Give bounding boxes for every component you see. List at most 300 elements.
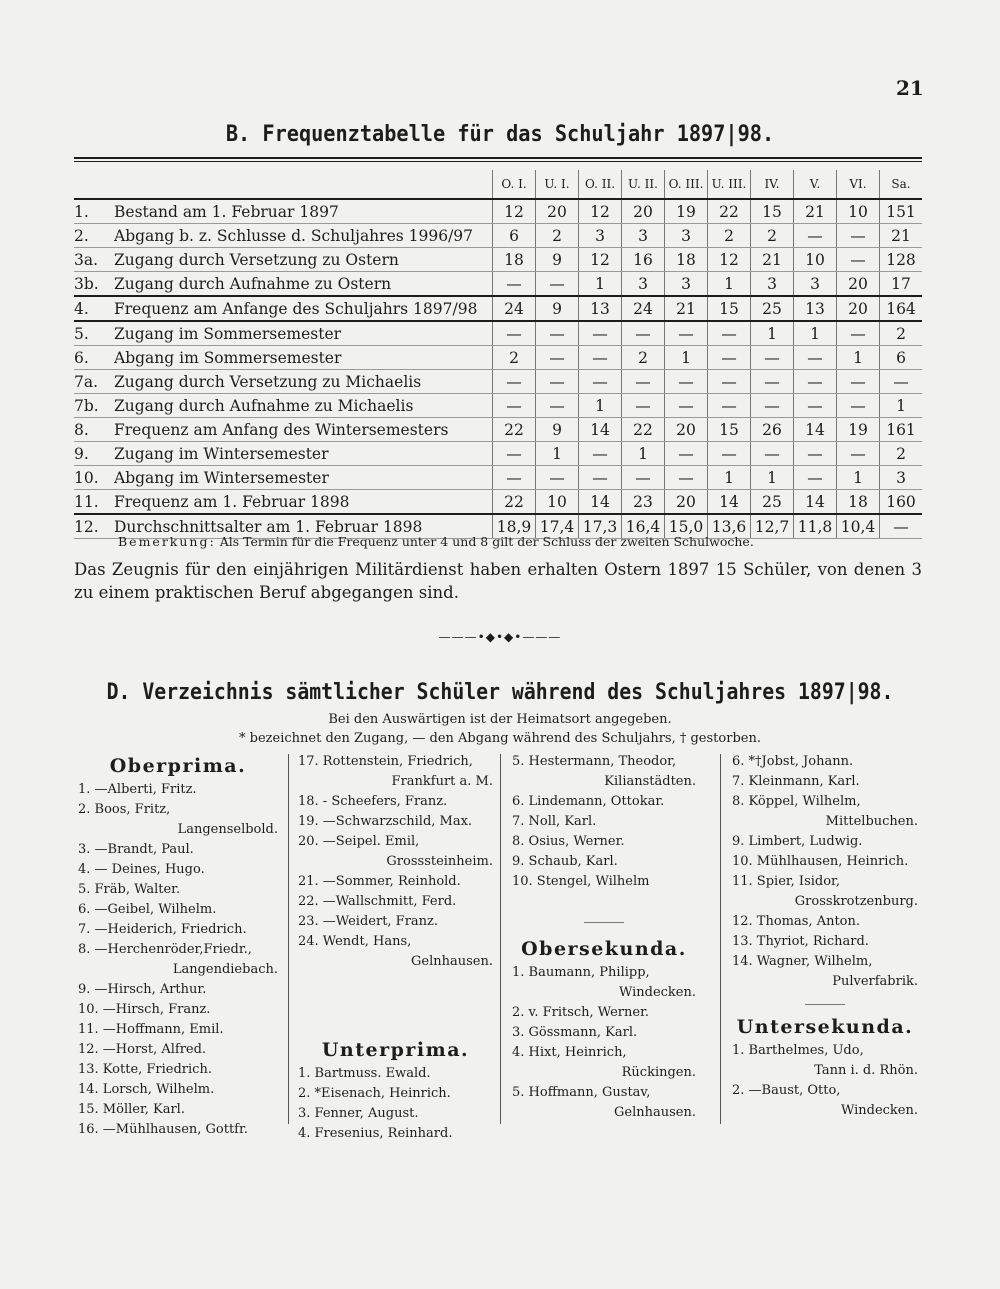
table-cell: 24 (493, 296, 536, 321)
student-name: 24. Wendt, Hans, (298, 934, 412, 949)
table-cell: 6 (493, 224, 536, 248)
list-item (78, 1040, 278, 1060)
column-header: U. II. (622, 170, 665, 199)
table-cell: — (665, 466, 708, 490)
table-cell: 22 (622, 418, 665, 442)
table-row (74, 394, 922, 418)
page-number: 21 (896, 76, 924, 100)
list-item (732, 792, 918, 832)
title-rule-thin (74, 161, 922, 162)
student-name: 1. Baumann, Philipp, (512, 965, 650, 980)
table-row (74, 370, 922, 394)
student-hometown: Mittelbuchen. (825, 814, 918, 829)
row-label: Abgang b. z. Schlusse d. Schuljahres 1996/97 (114, 224, 493, 248)
table-cell: 26 (751, 418, 794, 442)
list-item (298, 1084, 493, 1104)
student-hometown: Kilianstädten. (604, 774, 696, 789)
student-name: 7. —Heiderich, Friedrich. (78, 922, 247, 937)
student-hometown: Pulverfabrik. (832, 974, 918, 989)
table-cell: — (708, 394, 751, 418)
row-label: Bestand am 1. Februar 1897 (114, 199, 493, 224)
table-cell: 20 (665, 490, 708, 515)
table-cell: — (536, 272, 579, 297)
student-name: 20. —Seipel. Emil, (298, 834, 420, 849)
list-item (78, 840, 278, 860)
table-cell: — (493, 370, 536, 394)
column-4 (732, 752, 918, 1121)
table-cell: 3 (622, 272, 665, 297)
table-cell: — (622, 466, 665, 490)
table-cell: 12 (708, 248, 751, 272)
table-cell: 15 (708, 418, 751, 442)
list-item (732, 832, 918, 852)
table-cell: 10,4 (837, 514, 880, 539)
table-cell: 1 (794, 321, 837, 346)
list-item (298, 892, 493, 912)
table-cell: 2 (751, 224, 794, 248)
student-name: 10. —Hirsch, Franz. (78, 1002, 211, 1017)
student-hometown: Grosssteinheim. (386, 854, 493, 869)
table-cell: 1 (880, 394, 923, 418)
column-1 (78, 752, 278, 1140)
row-number: 5. (74, 321, 114, 346)
table-cell: 17,4 (536, 514, 579, 539)
row-number: 3a. (74, 248, 114, 272)
table-cell: 12 (579, 248, 622, 272)
column-header: VI. (837, 170, 880, 199)
table-cell: 20 (622, 199, 665, 224)
student-name: 4. Hixt, Heinrich, (512, 1045, 627, 1060)
row-number: 1. (74, 199, 114, 224)
student-name: 16. —Mühlhausen, Gottfr. (78, 1122, 248, 1137)
table-cell: 151 (880, 199, 923, 224)
table-cell: — (794, 224, 837, 248)
table-cell: 9 (536, 248, 579, 272)
table-cell: — (493, 394, 536, 418)
table-cell: — (751, 346, 794, 370)
table-cell: — (837, 321, 880, 346)
student-name: 12. —Horst, Alfred. (78, 1042, 207, 1057)
list-item (512, 752, 696, 792)
table-cell: — (579, 370, 622, 394)
list-item (298, 752, 493, 792)
table-cell: 3 (665, 224, 708, 248)
table-cell: 25 (751, 296, 794, 321)
table-cell: — (493, 272, 536, 297)
remark-label: Bemerkung: (118, 534, 216, 549)
column-header: Sa. (880, 170, 923, 199)
table-cell: — (493, 321, 536, 346)
table-cell: — (837, 394, 880, 418)
table-cell: 9 (536, 296, 579, 321)
table-row (74, 296, 922, 321)
student-name: 12. Thomas, Anton. (732, 914, 861, 929)
table-cell: 12 (579, 199, 622, 224)
list-item (78, 980, 278, 1000)
table-cell: 1 (708, 272, 751, 297)
row-label: Zugang durch Aufnahme zu Michaelis (114, 394, 493, 418)
list-item (78, 1000, 278, 1020)
student-name: 3. Fenner, August. (298, 1106, 419, 1121)
table-cell: — (536, 321, 579, 346)
list-item (512, 1043, 696, 1083)
student-name: 7. Noll, Karl. (512, 814, 597, 829)
list-item (512, 1003, 696, 1023)
table-cell: 1 (665, 346, 708, 370)
row-label: Zugang durch Aufnahme zu Ostern (114, 272, 493, 297)
row-number: 10. (74, 466, 114, 490)
table-cell: 21 (794, 199, 837, 224)
list-item (732, 912, 918, 932)
table-cell: 21 (665, 296, 708, 321)
column-2 (298, 752, 493, 1144)
row-label: Abgang im Wintersemester (114, 466, 493, 490)
row-number: 4. (74, 296, 114, 321)
table-cell: 2 (880, 321, 923, 346)
table-cell: 22 (708, 199, 751, 224)
list-item (512, 852, 696, 872)
ornament-divider: ———•◆•◆•——— (438, 630, 562, 644)
heading-unterprima: Unterprima. (321, 1039, 470, 1061)
list-item (298, 832, 493, 872)
student-name: 14. Wagner, Wilhelm, (732, 954, 873, 969)
student-name: 18. - Scheefers, Franz. (298, 794, 448, 809)
table-cell: 15 (751, 199, 794, 224)
table-cell: 15,0 (665, 514, 708, 539)
student-name: 11. —Hoffmann, Emil. (78, 1022, 224, 1037)
table-cell: 21 (751, 248, 794, 272)
row-label: Abgang im Sommersemester (114, 346, 493, 370)
table-row (74, 466, 922, 490)
divider (805, 1004, 845, 1005)
table-cell: 164 (880, 296, 923, 321)
table-cell: 1 (536, 442, 579, 466)
table-cell: — (665, 394, 708, 418)
list-item (512, 792, 696, 812)
table-cell: 9 (536, 418, 579, 442)
table-cell: 2 (622, 346, 665, 370)
table-cell: 20 (665, 418, 708, 442)
student-name: 13. Kotte, Friedrich. (78, 1062, 212, 1077)
student-name: 9. —Hirsch, Arthur. (78, 982, 207, 997)
list-obersekunda (512, 963, 696, 1123)
remark (118, 534, 754, 549)
list-item (732, 1041, 918, 1081)
table-cell: — (579, 321, 622, 346)
student-name: 21. —Sommer, Reinhold. (298, 874, 461, 889)
certificate-paragraph: Das Zeugnis für den einjährigen Militärdienst haben erhalten Ostern 1897 15 Schüler, von denen 3 zu einem praktischen Beruf abgegangen sind. (74, 560, 922, 602)
table-cell: — (751, 370, 794, 394)
student-name: 3. —Brandt, Paul. (78, 842, 194, 857)
table-cell: — (837, 442, 880, 466)
list-unterprima (298, 1064, 493, 1144)
student-name: 2. —Baust, Otto, (732, 1083, 841, 1098)
table-row (74, 346, 922, 370)
table-cell: — (751, 442, 794, 466)
table-cell: 1 (579, 272, 622, 297)
student-name: 4. Fresenius, Reinhard. (298, 1126, 453, 1141)
title-rule (74, 157, 922, 159)
list-item (298, 1064, 493, 1084)
row-number: 11. (74, 490, 114, 515)
table-cell: — (837, 224, 880, 248)
table-cell: 21 (880, 224, 923, 248)
table-header-row (74, 170, 922, 199)
table-cell: 19 (837, 418, 880, 442)
student-name: 17. Rottenstein, Friedrich, (298, 754, 473, 769)
student-hometown: Gelnhausen. (614, 1105, 696, 1120)
list-oberprima (78, 780, 278, 1140)
row-label: Zugang durch Versetzung zu Michaelis (114, 370, 493, 394)
divider (584, 922, 624, 923)
table-cell: 13 (579, 296, 622, 321)
list-oberprima-continued (298, 752, 493, 972)
list-item (512, 812, 696, 832)
table-cell: 1 (837, 346, 880, 370)
student-name: 23. —Weidert, Franz. (298, 914, 439, 929)
list-item (512, 1023, 696, 1043)
table-cell: — (665, 321, 708, 346)
student-name: 6. Lindemann, Ottokar. (512, 794, 665, 809)
table-cell: 14 (579, 418, 622, 442)
table-cell: 12 (493, 199, 536, 224)
table-cell: 10 (837, 199, 880, 224)
student-name: 8. —Herchenröder,Friedr., (78, 942, 252, 957)
table-cell: — (837, 370, 880, 394)
table-cell: 20 (837, 296, 880, 321)
table-cell: 16 (622, 248, 665, 272)
row-number: 3b. (74, 272, 114, 297)
table-cell: — (880, 370, 923, 394)
table-cell: 1 (751, 466, 794, 490)
table-row (74, 272, 922, 297)
frequency-table (74, 170, 922, 539)
list-item (732, 752, 918, 772)
student-name: 2. Boos, Fritz, (78, 802, 171, 817)
student-hometown: Windecken. (618, 985, 696, 1000)
table-cell: 11,8 (794, 514, 837, 539)
row-number: 12. (74, 514, 114, 539)
heading-untersekunda: Untersekunda. (736, 1016, 914, 1038)
table-cell: 128 (880, 248, 923, 272)
list-item (512, 1083, 696, 1123)
list-untersekunda (732, 1041, 918, 1121)
student-hometown: Grosskrotzenburg. (794, 894, 918, 909)
list-item (732, 952, 918, 992)
table-cell: 17 (880, 272, 923, 297)
student-name: 2. *Eisenach, Heinrich. (298, 1086, 451, 1101)
student-name: 1. Bartmuss. Ewald. (298, 1066, 431, 1081)
student-name: 5. Hestermann, Theodor, (512, 754, 677, 769)
table-cell: 24 (622, 296, 665, 321)
table-cell: 3 (794, 272, 837, 297)
student-name: 4. — Deines, Hugo. (78, 862, 205, 877)
list-item (298, 812, 493, 832)
column-header: V. (794, 170, 837, 199)
table-cell: — (536, 394, 579, 418)
section-d-title: D. Verzeichnis sämtlicher Schüler während des Schuljahres 1897|98. (106, 680, 894, 705)
table-cell: — (708, 321, 751, 346)
table-cell: 3 (751, 272, 794, 297)
note-symbols: * bezeichnet den Zugang, — den Abgang während des Schuljahrs, † gestorben. (239, 731, 761, 746)
note-hometown: Bei den Auswärtigen ist der Heimatsort angegeben. (328, 712, 672, 727)
list-item (732, 772, 918, 792)
table-cell: 25 (751, 490, 794, 515)
table-cell: 18 (837, 490, 880, 515)
row-number: 7b. (74, 394, 114, 418)
table-cell: — (794, 394, 837, 418)
table-cell: — (622, 321, 665, 346)
student-name: 8. Osius, Werner. (512, 834, 625, 849)
list-item (78, 1120, 278, 1140)
heading-oberprima: Oberprima. (109, 755, 247, 777)
row-number: 8. (74, 418, 114, 442)
student-name: 6. *†Jobst, Johann. (732, 754, 854, 769)
table-cell: 161 (880, 418, 923, 442)
table-cell: 16,4 (622, 514, 665, 539)
student-name: 10. Mühlhausen, Heinrich. (732, 854, 909, 869)
student-name: 1. Barthelmes, Udo, (732, 1043, 864, 1058)
student-name: 5. Hoffmann, Gustav, (512, 1085, 651, 1100)
table-cell: — (665, 442, 708, 466)
table-cell: 20 (536, 199, 579, 224)
table-cell: 2 (493, 346, 536, 370)
list-item (78, 800, 278, 840)
table-cell: — (751, 394, 794, 418)
student-name: 9. Schaub, Karl. (512, 854, 618, 869)
list-item (298, 912, 493, 932)
table-cell: — (622, 370, 665, 394)
list-item (78, 780, 278, 800)
column-separator (500, 754, 501, 1124)
section-b-title: B. Frequenztabelle für das Schuljahr 1897|98. (225, 122, 775, 147)
table-cell: — (536, 346, 579, 370)
table-cell: 10 (536, 490, 579, 515)
row-number: 7a. (74, 370, 114, 394)
table-cell: — (708, 370, 751, 394)
table-cell: 3 (579, 224, 622, 248)
table-cell: — (794, 442, 837, 466)
table-cell: 13,6 (708, 514, 751, 539)
student-name: 5. Fräb, Walter. (78, 882, 181, 897)
table-cell: 1 (579, 394, 622, 418)
list-item (78, 1020, 278, 1040)
table-cell: 1 (837, 466, 880, 490)
column-header: O. II. (579, 170, 622, 199)
student-name: 6. —Geibel, Wilhelm. (78, 902, 217, 917)
table-cell: 14 (794, 490, 837, 515)
student-name: 15. Möller, Karl. (78, 1102, 185, 1117)
header-spacer (74, 170, 493, 199)
table-cell: 14 (579, 490, 622, 515)
list-item (78, 1100, 278, 1120)
row-label: Frequenz am 1. Februar 1898 (114, 490, 493, 515)
table-cell: — (794, 466, 837, 490)
row-label: Zugang durch Versetzung zu Ostern (114, 248, 493, 272)
heading-obersekunda: Obersekunda. (521, 938, 687, 960)
student-name: 1. —Alberti, Fritz. (78, 782, 197, 797)
table-cell: 14 (794, 418, 837, 442)
table-cell: — (493, 442, 536, 466)
table-row (74, 418, 922, 442)
list-item (78, 900, 278, 920)
table-cell: 3 (622, 224, 665, 248)
list-unterprima-continued (512, 752, 696, 892)
student-name: 9. Limbert, Ludwig. (732, 834, 863, 849)
table-cell: — (579, 466, 622, 490)
table-cell: 160 (880, 490, 923, 515)
student-hometown: Langenselbold. (177, 822, 278, 837)
table-cell: — (837, 248, 880, 272)
row-number: 2. (74, 224, 114, 248)
table-cell: — (536, 466, 579, 490)
table-cell: 19 (665, 199, 708, 224)
table-row (74, 321, 922, 346)
list-item (298, 932, 493, 972)
row-label: Frequenz am Anfang des Wintersemesters (114, 418, 493, 442)
row-number: 9. (74, 442, 114, 466)
table-cell: 3 (880, 466, 923, 490)
column-header: U. III. (708, 170, 751, 199)
row-label: Zugang im Sommersemester (114, 321, 493, 346)
row-label: Durchschnittsalter am 1. Februar 1898 (114, 514, 493, 539)
table-cell: 14 (708, 490, 751, 515)
table-cell: 22 (493, 418, 536, 442)
table-cell: — (794, 346, 837, 370)
table-cell: 1 (708, 466, 751, 490)
student-name: 7. Kleinmann, Karl. (732, 774, 860, 789)
column-header: IV. (751, 170, 794, 199)
row-number: 6. (74, 346, 114, 370)
list-obersekunda-continued (732, 752, 918, 992)
table-cell: 22 (493, 490, 536, 515)
column-header: O. III. (665, 170, 708, 199)
table-cell: 23 (622, 490, 665, 515)
table-cell: 12,7 (751, 514, 794, 539)
list-item (732, 852, 918, 872)
table-cell: — (622, 394, 665, 418)
student-hometown: Windecken. (840, 1103, 918, 1118)
table-cell: — (579, 346, 622, 370)
table-cell: — (880, 514, 923, 539)
table-cell: — (536, 370, 579, 394)
table-cell: — (708, 346, 751, 370)
student-hometown: Frankfurt a. M. (391, 774, 493, 789)
table-cell: — (665, 370, 708, 394)
list-item (78, 940, 278, 980)
table-cell: 2 (708, 224, 751, 248)
spacer (298, 972, 493, 1036)
student-name: 2. v. Fritsch, Werner. (512, 1005, 650, 1020)
list-item (512, 963, 696, 1003)
student-name: 14. Lorsch, Wilhelm. (78, 1082, 215, 1097)
table-cell: 6 (880, 346, 923, 370)
column-header: U. I. (536, 170, 579, 199)
table-cell: 13 (794, 296, 837, 321)
column-header: O. I. (493, 170, 536, 199)
student-name: 8. Köppel, Wilhelm, (732, 794, 861, 809)
list-item (78, 1080, 278, 1100)
list-item (512, 872, 696, 892)
table-cell: 18,9 (493, 514, 536, 539)
table-cell: 17,3 (579, 514, 622, 539)
list-item (732, 1081, 918, 1121)
table-cell: 10 (794, 248, 837, 272)
table-row (74, 248, 922, 272)
student-name: 13. Thyriot, Richard. (732, 934, 869, 949)
table-cell: — (794, 370, 837, 394)
student-name: 11. Spier, Isidor, (732, 874, 840, 889)
